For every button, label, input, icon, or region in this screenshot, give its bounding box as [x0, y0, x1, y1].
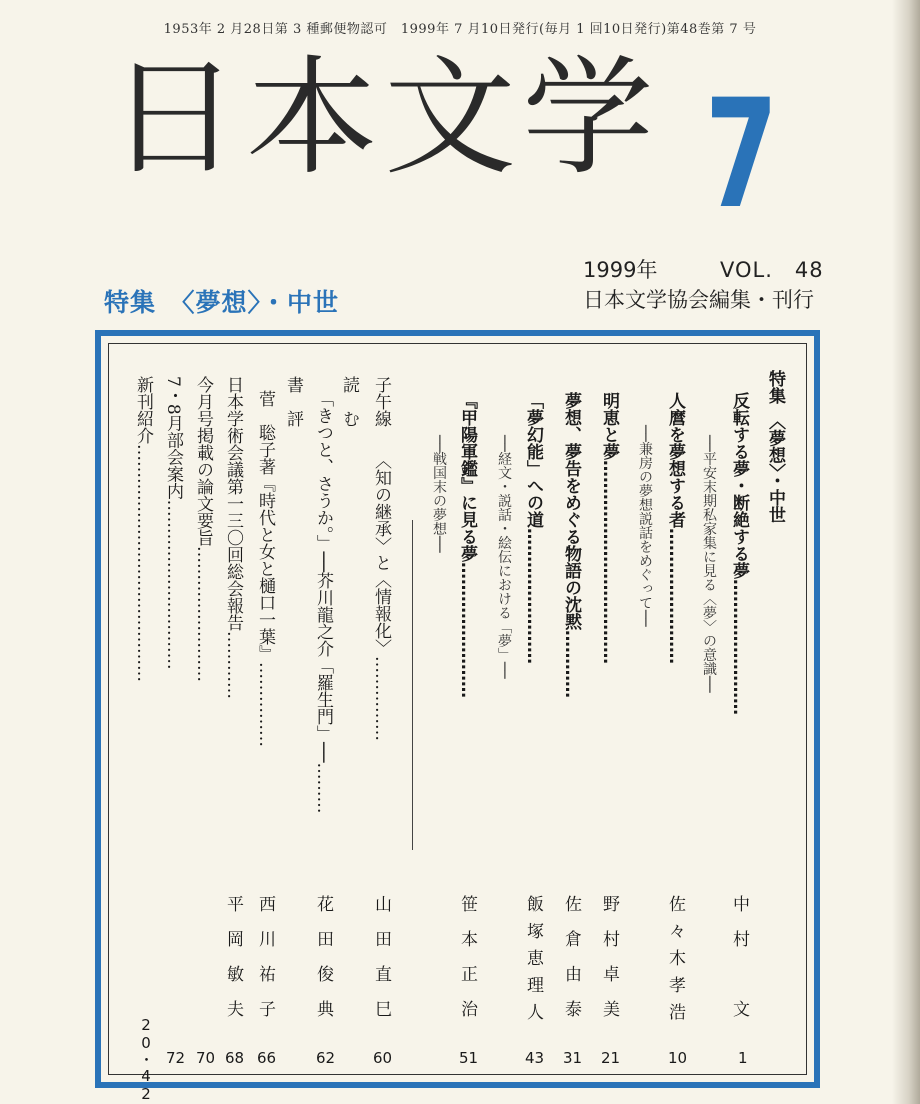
toc-entry-subtitle: ──兼房の夢想説話をめぐって── [637, 425, 653, 627]
toc-page-number: 20・42 [137, 1016, 155, 1103]
toc-page-number: 62 [316, 1049, 336, 1067]
toc-page-number: 66 [257, 1049, 277, 1067]
toc-page-number: 21 [601, 1049, 621, 1067]
toc-author: 西川祐子 [255, 895, 275, 1035]
toc-page-number: 10 [668, 1049, 688, 1067]
toc-feature-heading: 特集 〈夢想〉・中世 [765, 370, 785, 523]
toc-entry-title[interactable]: 夢想、夢告をめぐる物語の沈黙………… [561, 392, 581, 698]
toc-entry-title[interactable]: 「きつと、さうか。」──芥川龍之介「羅生門」──……… [313, 390, 333, 814]
toc-page-number: 60 [373, 1049, 393, 1067]
toc-entry-title[interactable]: 『甲陽軍鑑』に見る夢…………………… [457, 392, 477, 698]
section-label-shigosen: 子午線 [371, 376, 391, 427]
issue-number: 7 [705, 68, 779, 242]
toc-author: 花田俊典 [313, 895, 333, 1035]
toc-entry-title[interactable]: 菅 聡子著『時代と女と樋口一葉』…………… [255, 390, 275, 747]
feature-title: 特集 〈夢想〉・中世 [104, 288, 340, 317]
magazine-title: 日本文学 [108, 44, 661, 193]
toc-entry-subtitle: ──平安末期私家集に見る〈夢〉の意識── [701, 435, 717, 693]
section-divider [412, 520, 413, 850]
volume-label: VOL. 48 [720, 258, 824, 282]
toc-author: 飯塚恵理人 [523, 895, 543, 1030]
toc-entry-subtitle: ──経文・説話・絵伝における「夢」── [496, 435, 512, 679]
section-label-yomu: 読 む [339, 376, 359, 427]
toc-entry-title[interactable]: 日本学術会議第一三〇回総会報告………… [223, 376, 243, 699]
issue-year: 1999年 [583, 258, 658, 282]
toc-page-number: 68 [225, 1049, 245, 1067]
toc-author: 笹本正治 [457, 895, 477, 1035]
toc-author: 中村 文 [729, 895, 749, 1035]
toc-author: 山田直巳 [371, 895, 391, 1035]
toc-author: 佐々木孝浩 [665, 895, 685, 1030]
toc-page-number: 1 [738, 1049, 748, 1067]
toc-page-number: 70 [196, 1049, 216, 1067]
section-label-shohyo: 書 評 [283, 376, 303, 427]
toc-entry-title[interactable]: 新刊紹介…………………………………… [133, 376, 153, 682]
toc-page-number: 43 [525, 1049, 545, 1067]
toc-entry-subtitle: ──戦国末の夢想── [431, 435, 447, 553]
toc-author: 佐倉由泰 [561, 895, 581, 1035]
toc-page-number: 31 [563, 1049, 583, 1067]
toc-entry-title[interactable]: 7・8月部会案内………………………… [163, 376, 183, 670]
toc-entry-title[interactable]: 今月号掲載の論文要旨…………………… [193, 376, 213, 682]
page-edge-shadow [892, 0, 920, 1104]
publisher: 日本文学協会編集・刊行 [583, 288, 814, 312]
toc-author: 野村卓美 [599, 895, 619, 1035]
toc-author: 平岡敏夫 [223, 895, 243, 1035]
toc-entry-title[interactable]: 明恵と夢……………………………… [599, 392, 619, 664]
toc-entry-title[interactable]: 反転する夢・断絶する夢…………………… [729, 392, 749, 715]
postal-notice: 1953年 2 月28日第 3 種郵便物認可 1999年 7 月10日発行(毎月 1 回10日発行)第48巻第 7 号 [163, 22, 757, 37]
toc-entry-title[interactable]: 人麿を夢想する者…………………… [665, 392, 685, 664]
toc-page-number: 72 [166, 1049, 186, 1067]
toc-entry-title[interactable]: 〈知の継承〉と〈情報化〉…………… [371, 452, 391, 741]
toc-page-number: 51 [459, 1049, 479, 1067]
toc-entry-title[interactable]: 「夢幻能」への道…………………… [523, 392, 543, 664]
